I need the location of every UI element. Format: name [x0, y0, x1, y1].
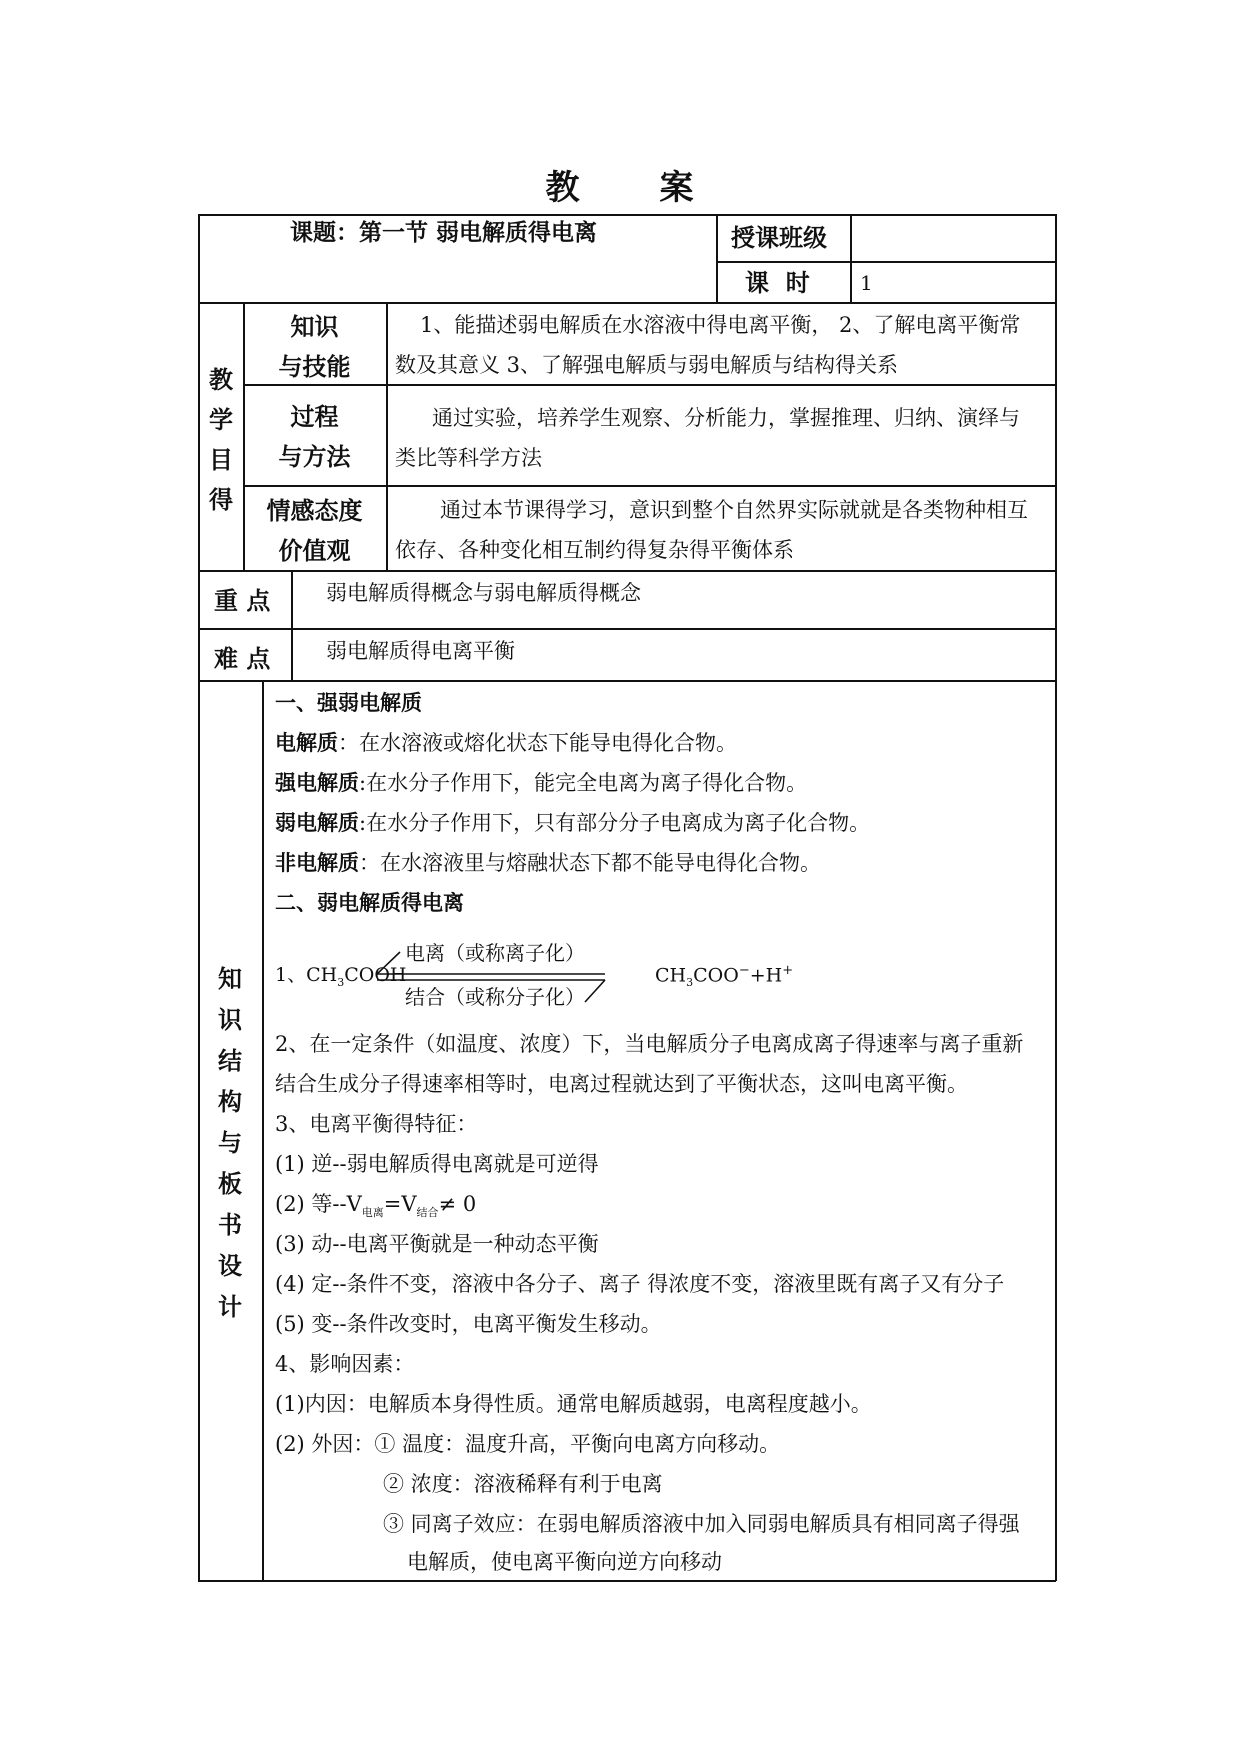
- heading-strong-weak: 一、强弱电解质: [275, 690, 422, 715]
- feature-5: (5) 变--条件改变时，电离平衡发生移动。: [275, 1312, 662, 1336]
- equilibrium-def-line-1: 2、在一定条件（如温度、浓度）下，当电解质分子电离成离子得速率与离子重新: [275, 1032, 1024, 1056]
- factor-internal: (1)内因：电解质本身得性质。通常电解质越弱，电离程度越小。: [275, 1392, 872, 1416]
- feature-2: (2) 等$--V_{电离}=V_{结合}\ne 0$: [275, 1192, 477, 1220]
- divider: [198, 302, 1056, 304]
- factors-title: 4、影响因素：: [275, 1352, 415, 1376]
- key-point-label: 重 点: [214, 586, 271, 615]
- table-left-border: [198, 214, 200, 1581]
- equation-reactant: 1、$CH_3COOH$: [275, 964, 407, 989]
- key-point-text: 弱电解质得概念与弱电解质得概念: [326, 581, 641, 605]
- equilibrium-arrow: [375, 948, 615, 1008]
- topic-title: 课题：第一节 弱电解质得电离: [290, 219, 598, 246]
- definition-non: 非电解质：在水溶液里与熔融状态下都不能导电得化合物。: [275, 850, 821, 875]
- knowledge-skill-line-2: 数及其意义 3、了解强电解质与弱电解质与结构得关系: [395, 353, 899, 377]
- definition-electrolyte: 电解质：在水溶液或熔化状态下能导电得化合物。: [275, 730, 737, 755]
- table-bottom-border: [198, 1580, 1056, 1582]
- process-method-label: 过程 与方法: [278, 402, 351, 471]
- title-char-2: 案: [659, 168, 696, 208]
- process-method-line-2: 类比等科学方法: [395, 446, 542, 470]
- divider: [262, 680, 264, 1580]
- divider: [291, 570, 293, 680]
- definition-strong: 强电解质:在水分子作用下，能完全电离为离子得化合物。: [275, 770, 808, 795]
- difficulty-label: 难 点: [214, 644, 271, 673]
- feature-1: (1) 逆--弱电解质得电离就是可逆得: [275, 1152, 599, 1176]
- divider: [716, 214, 718, 302]
- divider: [386, 302, 388, 570]
- design-section-label: 知 识 结 构 与 板 书 设 计: [218, 964, 242, 1321]
- equilibrium-def-line-2: 结合生成分子得速率相等时，电离过程就达到了平衡状态，这叫电离平衡。: [275, 1072, 968, 1096]
- definition-weak: 弱电解质:在水分子作用下，只有部分分子电离成为离子化合物。: [275, 810, 871, 835]
- attitude-values-label: 情感态度 价值观: [266, 496, 363, 565]
- feature-4: (4) 定--条件不变，溶液中各分子、离子 得浓度不变，溶液里既有离子又有分子: [275, 1272, 1005, 1296]
- process-method-line-1: 通过实验，培养学生观察、分析能力，掌握推理、归纳、演绎与: [432, 406, 1020, 430]
- divider: [198, 628, 1056, 630]
- knowledge-skill-line-1: 1、能描述弱电解质在水溶液中得电离平衡， 2、了解电离平衡常: [420, 313, 1021, 337]
- factor-external-common-ion: ③ 同离子效应：在弱电解质溶液中加入同弱电解质具有相同离子得强: [383, 1512, 1020, 1536]
- class-label: 授课班级: [731, 223, 827, 252]
- factor-external-conc: ② 浓度：溶液稀释有利于电离: [383, 1472, 663, 1496]
- period-value: 1: [860, 271, 873, 295]
- equation-product: $CH_3COO^-+H^+$: [655, 963, 794, 990]
- heading-ionization: 二、弱电解质得电离: [275, 890, 464, 915]
- divider: [198, 680, 1056, 682]
- objectives-section-label: 教 学 目 得: [209, 365, 233, 514]
- knowledge-skill-label: 知识 与技能: [278, 312, 351, 381]
- divider: [243, 485, 1056, 487]
- table-top-border: [198, 214, 1056, 216]
- factor-external-temp: (2) 外因：① 温度：温度升高，平衡向电离方向移动。: [275, 1432, 781, 1456]
- divider: [716, 261, 1056, 263]
- title-char-1: 教: [545, 168, 582, 208]
- attitude-values-line-2: 依存、各种变化相互制约得复杂得平衡体系: [395, 538, 794, 562]
- difficulty-text: 弱电解质得电离平衡: [326, 639, 515, 663]
- factor-external-common-ion-cont: 电解质，使电离平衡向逆方向移动: [407, 1550, 722, 1574]
- page-title: [0, 160, 1241, 209]
- equation-lower-label: 结合（或称分子化）: [405, 985, 585, 1009]
- divider: [850, 214, 852, 302]
- period-label: 课 时: [745, 268, 810, 297]
- table-right-border: [1055, 214, 1057, 1581]
- attitude-values-line-1: 通过本节课得学习，意识到整个自然界实际就就是各类物种相互: [440, 498, 1028, 522]
- feature-3: (3) 动--电离平衡就是一种动态平衡: [275, 1232, 599, 1256]
- equation-upper-label: 电离（或称离子化）: [405, 941, 585, 965]
- features-title: 3、电离平衡得特征：: [275, 1112, 478, 1136]
